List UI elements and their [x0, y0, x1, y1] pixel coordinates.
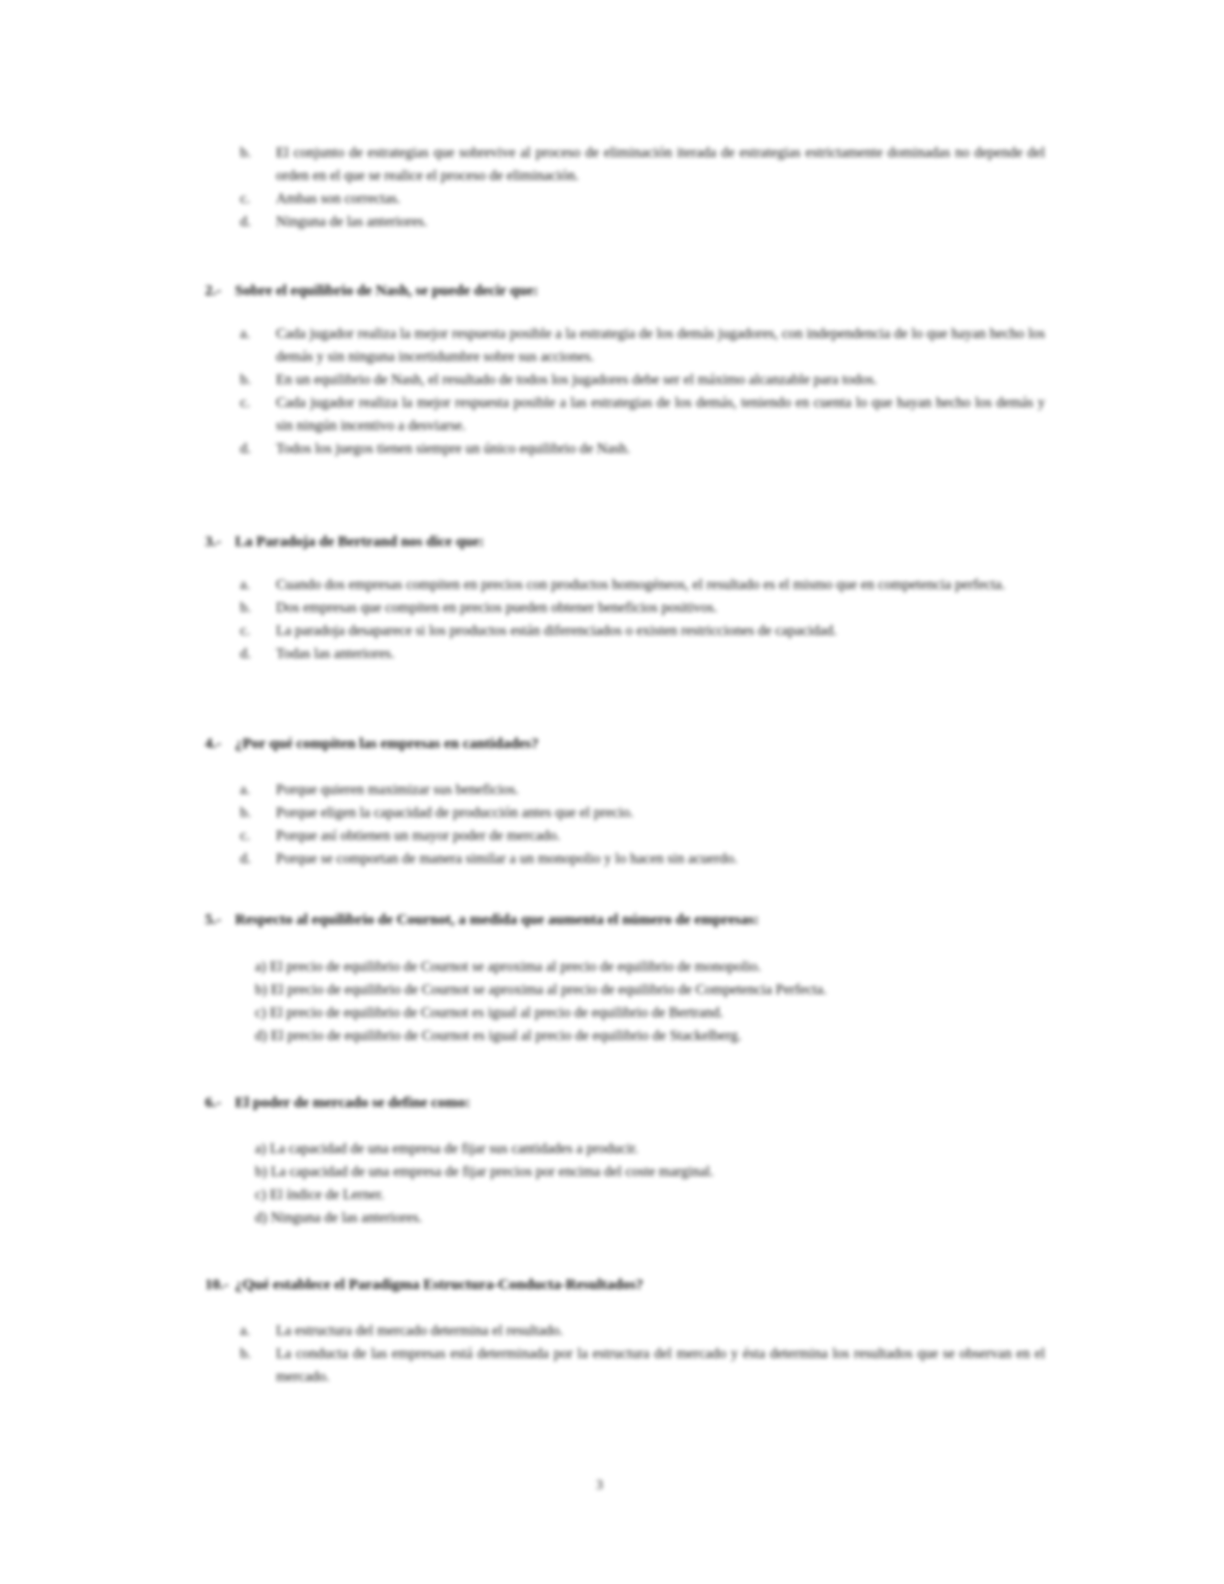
question-number: 3.- [205, 534, 222, 550]
question-text: Respecto al equilibrio de Cournot, a medida que aumenta el número de empresas: [235, 912, 760, 928]
question-3-options [240, 574, 1045, 666]
option-b: b) La capacidad de una empresa de fijar precios por encima del coste marginal. [255, 1164, 714, 1180]
option-d [240, 848, 1045, 871]
option-marker: b. [240, 805, 251, 821]
question-5 [205, 910, 1045, 930]
option-text: La estructura del mercado determina el resultado. [276, 1323, 564, 1339]
option-b [240, 597, 1045, 620]
option-text: En un equilibrio de Nash, el resultado de todos los jugadores debe ser el máximo alcanzable para todos. [276, 372, 878, 388]
option-marker: d. [240, 214, 251, 230]
option-marker: a. [240, 577, 251, 593]
question-2 [205, 281, 1045, 301]
option-marker: d. [240, 441, 251, 457]
option-b [240, 142, 1045, 188]
option-text: Cuando dos empresas compiten en precios con productos homogéneos, el resultado es el mismo que en competencia perfecta. [276, 577, 1006, 593]
question-text: ¿Qué establece el Paradigma Estructura-Conducta-Resultados? [235, 1277, 644, 1293]
question-text: ¿Por qué compiten las empresas en cantidades? [235, 736, 539, 752]
option-marker: a. [240, 782, 251, 798]
option-d [240, 438, 1045, 461]
option-c [240, 188, 1045, 211]
option-c [240, 392, 1045, 438]
option-a: a) El precio de equilibrio de Cournot se aproxima al precio de equilibrio de monopolio. [255, 959, 762, 975]
option-c [240, 620, 1045, 643]
option-text: Todos los juegos tienen siempre un único equilibrio de Nash. [276, 441, 631, 457]
option-marker: b. [240, 145, 251, 161]
option-a [240, 323, 1045, 369]
question-10 [205, 1275, 1045, 1295]
question-number: 2.- [205, 283, 222, 299]
option-a [240, 1320, 1045, 1343]
option-a [240, 574, 1045, 597]
option-a: a) La capacidad de una empresa de fijar sus cantidades a producir. [255, 1141, 639, 1157]
option-c [240, 825, 1045, 848]
option-text: Ninguna de las anteriores. [276, 214, 428, 230]
option-text: Porque eligen la capacidad de producción antes que el precio. [276, 805, 634, 821]
question-text: La Paradoja de Bertrand nos dice que: [235, 534, 485, 550]
option-text: La conducta de las empresas está determinada por la estructura del mercado y ésta determina los resultados que se observan en el mercado. [276, 1346, 1045, 1385]
question-number: 10.- [205, 1277, 229, 1293]
option-a [240, 779, 1045, 802]
option-text: Todas las anteriores. [276, 646, 395, 662]
option-c: c) El índice de Lerner. [255, 1187, 385, 1203]
question-number: 6.- [205, 1095, 222, 1111]
question-4 [205, 734, 1045, 754]
page-number: 3 [596, 1478, 603, 1493]
top-options [240, 142, 1045, 234]
question-6 [205, 1093, 1045, 1113]
option-d [240, 211, 1045, 234]
option-d: d) El precio de equilibrio de Cournot es igual al precio de equilibrio de Stackelberg. [255, 1028, 742, 1044]
option-b [240, 1343, 1045, 1389]
option-d: d) Ninguna de las anteriores. [255, 1210, 423, 1226]
option-b [240, 802, 1045, 825]
option-marker: c. [240, 828, 251, 844]
option-marker: c. [240, 623, 251, 639]
question-5-options [255, 956, 1045, 1048]
option-marker: c. [240, 191, 251, 207]
option-text: La paradoja desaparece si los productos están diferenciados o existen restricciones de capacidad. [276, 623, 837, 639]
question-10-options [240, 1320, 1045, 1389]
question-text: Sobre el equilibrio de Nash, se puede decir que: [235, 283, 539, 299]
option-marker: b. [240, 372, 251, 388]
option-text: Cada jugador realiza la mejor respuesta posible a la estrategia de los demás jugadores, con independencia de lo que hayan hecho los demás y sin ninguna incertidumbre sobre sus acciones. [276, 326, 1045, 365]
option-text: Cada jugador realiza la mejor respuesta posible a las estrategias de los demás, teniendo en cuenta lo que hayan hecho los demás y sin ningún incentivo a desviarse. [276, 395, 1045, 434]
option-marker: b. [240, 600, 251, 616]
question-6-options [255, 1138, 1045, 1230]
option-marker: a. [240, 1323, 251, 1339]
option-text: Porque así obtienen un mayor poder de mercado. [276, 828, 561, 844]
option-text: Ambas son correctas. [276, 191, 401, 207]
question-2-options [240, 323, 1045, 461]
option-marker: d. [240, 646, 251, 662]
question-number: 5.- [205, 912, 222, 928]
option-text: Porque se comportan de manera similar a un monopolio y lo hacen sin acuerdo. [276, 851, 738, 867]
question-number: 4.- [205, 736, 222, 752]
question-4-options [240, 779, 1045, 871]
option-text: El conjunto de estrategias que sobrevive al proceso de eliminación iterada de estrategias estrictamente dominadas no depende del orden en el que se realice el proceso de eliminación. [276, 145, 1045, 184]
option-d [240, 643, 1045, 666]
option-b: b) El precio de equilibrio de Cournot se aproxima al precio de equilibrio de Competencia Perfecta. [255, 982, 827, 998]
option-marker: b. [240, 1346, 251, 1362]
question-text: El poder de mercado se define como: [235, 1095, 471, 1111]
option-marker: a. [240, 326, 251, 342]
option-c: c) El precio de equilibrio de Cournot es igual al precio de equilibrio de Bertrand. [255, 1005, 724, 1021]
option-marker: c. [240, 395, 251, 411]
option-marker: d. [240, 851, 251, 867]
option-text: Porque quieren maximizar sus beneficios. [276, 782, 519, 798]
question-3 [205, 532, 1045, 552]
option-b [240, 369, 1045, 392]
option-text: Dos empresas que compiten en precios pueden obtener beneficios positivos. [276, 600, 718, 616]
